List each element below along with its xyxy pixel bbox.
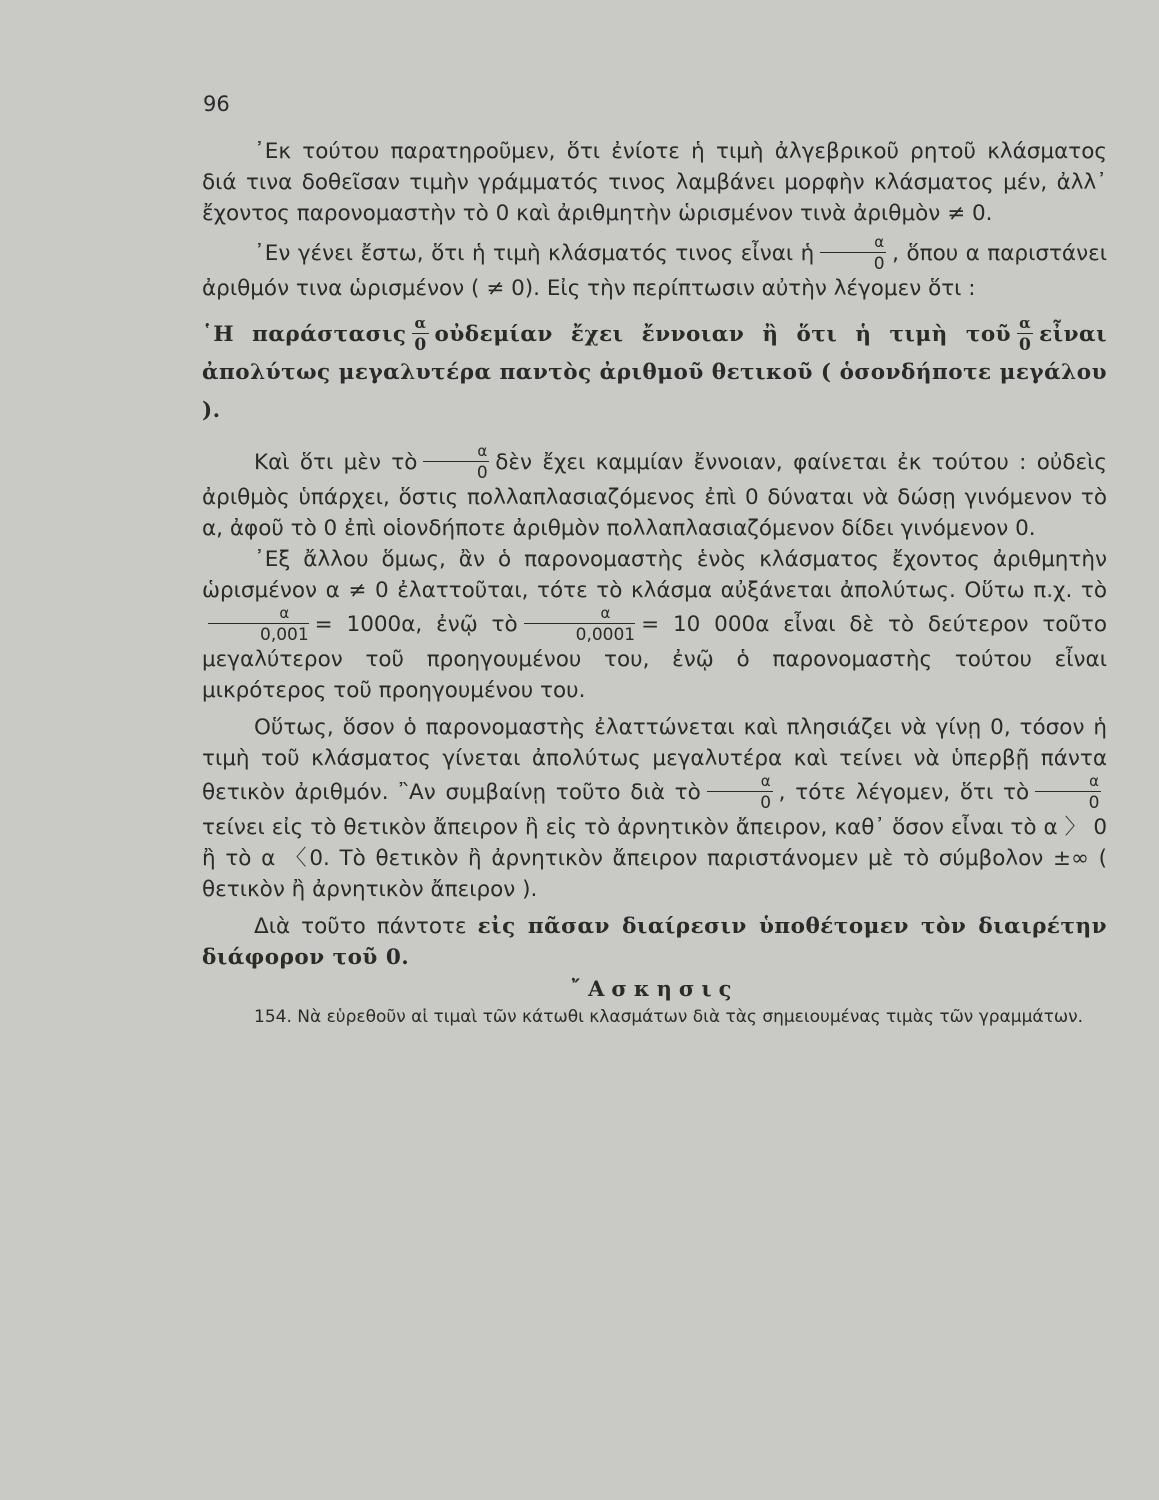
paragraph-6-start: Διὰ τοῦτο πάντοτε xyxy=(254,914,467,939)
paragraph-5-middle: , τότε λέγομεν, ὅτι τὸ xyxy=(778,780,1030,805)
paragraph-6-bold: εἰς πᾶσαν διαίρεσιν ὑποθέτομεν τὸν διαιρέτην διάφορον τοῦ 0. xyxy=(202,914,1108,970)
fraction-a-over-0: $\frac{\alpha}{0}$ xyxy=(1035,774,1101,812)
bold-statement-middle: οὐδεμίαν ἔχει ἔννοιαν ἢ ὅτι ἡ τιμὴ τοῦ xyxy=(434,322,1012,347)
paragraph-5-start: Οὕτως, ὅσον ὁ παρονομαστὴς ἐλαττώνεται καὶ πλησιάζει νὰ γίνῃ 0, τόσον ἡ τιμὴ τοῦ κλάσματος γίνεται ἀπολύτως μεγαλυτέρα καὶ τείνει νὰ ὑπερβῇ πάντα θετικὸν ἀριθμόν. ῍Αν συμβαίνῃ τοῦτο διὰ τὸ xyxy=(202,715,1107,805)
paragraph-4-end: = 10 000α εἶναι δὲ τὸ δεύτερον τοῦτο μεγαλύτερον τοῦ προηγουμένου του, ἐνῷ ὁ παρονομαστὴς τούτου εἶναι μικρότερος τοῦ προηγουμένου του. xyxy=(202,612,1107,703)
page-body xyxy=(202,136,1107,1031)
paragraph-6 xyxy=(202,911,1107,973)
paragraph-4-middle: = 1000α, ἐνῷ τὸ xyxy=(314,612,518,637)
exercise-title: ῎Ασκησις xyxy=(570,976,739,1001)
bold-statement-start: ῾Η παράστασις xyxy=(202,322,407,347)
fraction-a-over-0: $\frac{\alpha}{0}$ xyxy=(1018,314,1032,355)
paragraph-1: ᾿Εκ τούτου παρατηροῦμεν, ὅτι ἐνίοτε ἡ τιμὴ ἀλγεβρικοῦ ρητοῦ κλάσματος διά τινα δοθεῖσαν τιμὴν γράμματός τινος λαμβάνει μορφὴν κλάσματος μέν, ἀλλ᾿ ἔχοντος παρονομαστὴν τὸ 0 καὶ ἀριθμητὴν ὡρισμένον τινὰ ἀριθμὸν ≠ 0. xyxy=(202,139,1107,226)
paragraph-2-start: ᾿Εν γένει ἔστω, ὅτι ἡ τιμὴ κλάσματός τινος εἶναι ἡ xyxy=(254,241,815,266)
paragraph-4-start: ᾿Εξ ἄλλου ὅμως, ἂν ὁ παρονομαστὴς ἑνὸς κλάσματος ἔχοντος ἀριθμητὴν ὡρισμένον α ≠ 0 ἐλαττοῦται, τότε τὸ κλάσμα αὐξάνεται ἀπολύτως. Οὕτω π.χ. τὸ xyxy=(202,547,1107,603)
paragraph-3-end: δὲν ἔχει καμμίαν ἔννοιαν, φαίνεται ἐκ τούτου : οὐδεὶς ἀριθμὸς ὑπάρχει, ὅστις πολλαπλασιαζόμενος ἐπὶ 0 δύναται νὰ δώσῃ γινόμενον τὸ α, ἀφοῦ τὸ 0 ἐπὶ οἱονδήποτε ἀριθμὸν πολλαπλασιαζόμενον δίδει γινόμενον 0. xyxy=(202,450,1107,541)
fraction-a-over-0: $\frac{\alpha}{0}$ xyxy=(707,774,773,812)
fraction-a-over-0001: $\frac{\alpha}{0,001}$ xyxy=(208,606,309,644)
paragraph-3-start: Καὶ ὅτι μὲν τὸ xyxy=(254,450,418,475)
paragraph-5 xyxy=(202,712,1107,905)
paragraph-3 xyxy=(202,444,1107,544)
page-number: 96 xyxy=(203,92,230,116)
fraction-a-over-0: $\frac{\alpha}{0}$ xyxy=(414,314,427,355)
fraction-a-over-00001: $\frac{\alpha}{0,0001}$ xyxy=(524,606,635,644)
fraction-a-over-0: $\frac{\alpha}{0}$ xyxy=(820,235,886,273)
paragraph-5-end: τείνει εἰς τὸ θετικὸν ἄπειρον ἢ εἰς τὸ ἀρνητικὸν ἄπειρον, καθ᾿ ὅσον εἶναι τὸ α 〉 0 ἢ τὸ α 〈0. Τὸ θετικὸν ἢ ἀρνητικὸν ἄπειρον παριστάνομεν μὲ τὸ σύμβολον ±∞ ( θετικὸν ἢ ἀρνητικὸν ἄπειρον ). xyxy=(202,815,1107,902)
paragraph-2 xyxy=(202,235,1107,304)
paragraph-2-end: , ὅπου α παριστάνει ἀριθμόν τινα ὡρισμένον ( ≠ 0). Εἰς τὴν περίπτωσιν αὐτὴν λέγομεν ὅτι : xyxy=(202,241,1107,301)
paragraph-4 xyxy=(202,544,1107,706)
exercise-text: 154. Νὰ εὑρεθοῦν αἱ τιμαὶ τῶν κάτωθι κλασμάτων διὰ τὰς σημειουμένας τιμὰς τῶν γραμμάτων. xyxy=(254,1007,1083,1027)
bold-statement xyxy=(202,316,1107,430)
fraction-a-over-0: $\frac{\alpha}{0}$ xyxy=(423,444,489,482)
bold-statement-end: εἶναι ἀπολύτως μεγαλυτέρα παντὸς ἀριθμοῦ θετικοῦ ( ὁσονδήποτε μεγάλου ). xyxy=(202,322,1107,423)
